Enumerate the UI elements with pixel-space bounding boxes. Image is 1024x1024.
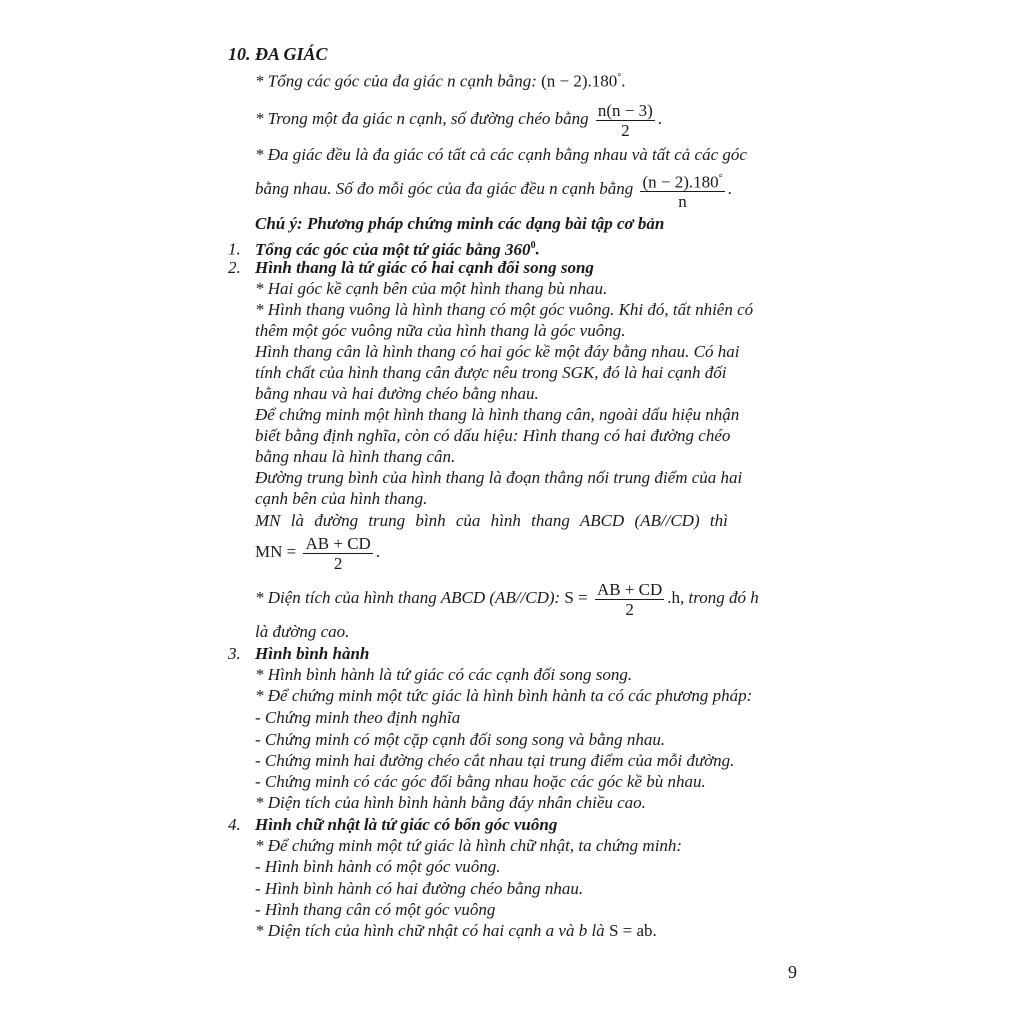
trapezoid-area-line2: là đường cao. [255,622,350,641]
polygon-diagonal-text: * Trong một đa giác n cạnh, số đường chéo bằng [255,109,589,128]
parallelogram-line: - Chứng minh có các góc đối bằng nhau hoặc các góc kề bù nhau. [255,772,706,791]
note-heading: Chú ý: Phương pháp chứng minh các dạng bài tập cơ bản [255,214,665,233]
trapezoid-line: tính chất của hình thang cân được nêu trong SGK, đó là hai cạnh đối [255,363,727,382]
fraction-denominator: n [678,192,687,212]
item-heading-end: . [535,239,540,259]
rectangle-area-formula: S = ab [608,921,653,940]
polygon-diagonal-line [255,97,662,141]
rectangle-line: - Hình thang cân có một góc vuông [255,900,496,919]
area-fraction [595,580,664,619]
regular-polygon-line2 [255,167,732,211]
polygon-sum-formula: (n − 2).180 [541,71,618,91]
trapezoid-area-line [255,576,759,620]
rectangle-line: - Hình bình hành có một góc vuông. [255,857,501,876]
parallelogram-line: - Chứng minh hai đường chéo cắt nhau tại trung điểm của mỗi đường. [255,751,735,770]
fraction-denominator: 2 [625,599,634,619]
regular-angle-fraction [640,169,724,212]
midline-formula [255,530,380,574]
item-number: 3. [228,644,241,663]
polygon-sum-end: . [621,71,626,91]
rectangle-area-end: . [652,921,657,940]
item-2 [228,258,594,278]
fraction-numerator: AB + CD [596,579,663,599]
trapezoid-line: cạnh bên của hình thang. [255,489,428,508]
midline-end: . [375,542,381,561]
area-lhs: S = [564,588,588,607]
numerator-text: (n − 2).180 [642,172,719,192]
area-text: * Diện tích của hình thang ABCD (AB//CD): [255,588,561,607]
rectangle-area-line [255,921,657,941]
parallelogram-line: * Hình bình hành là tứ giác có các cạnh đối song song. [255,665,633,684]
item-number: 1. [228,239,241,259]
item-heading: Tổng các góc của một tứ giác bằng 360 [255,239,531,259]
parallelogram-line: * Diện tích của hình bình hành bằng đáy nhân chiều cao. [255,793,646,812]
trapezoid-line: Đường trung bình của hình thang là đoạn thẳng nối trung điểm của hai [255,468,743,487]
parallelogram-line: - Chứng minh có một cặp cạnh đối song song và bằng nhau. [255,730,666,749]
page-number: 9 [788,962,797,982]
midline-lhs: MN = [255,542,297,561]
trapezoid-line: bằng nhau là hình thang cân. [255,447,456,466]
trapezoid-line: MN là đường trung bình của hình thang ABCD (AB//CD) thì [255,511,728,530]
parallelogram-line: * Để chứng minh một tức giác là hình bình hành ta có các phương pháp: [255,686,753,705]
parallelogram-line: - Chứng minh theo định nghĩa [255,708,461,727]
diagonal-end: . [657,109,663,128]
trapezoid-line: biết bằng định nghĩa, còn có dấu hiệu: Hình thang có hai đường chéo [255,426,731,445]
polygon-sum-text: * Tổng các góc của đa giác n cạnh bằng: [255,71,537,91]
trapezoid-line: Hình thang cân là hình thang có hai góc kề một đáy bằng nhau. Có hai [255,342,740,361]
degree-sign: ° [718,172,723,184]
area-h: .h [667,588,681,607]
item-number: 2. [228,258,241,277]
fraction-numerator: n(n − 3) [597,100,653,120]
trapezoid-line: Để chứng minh một hình thang là hình thang cân, ngoài dấu hiệu nhận [255,405,740,424]
area-tail: , trong đó h [680,588,759,607]
degree-superscript: 0 [530,240,536,251]
trapezoid-line: thêm một góc vuông nữa của hình thang là góc vuông. [255,321,626,340]
fraction-numerator [640,169,724,193]
regular-polygon-text: bằng nhau. Số đo mỗi góc của đa giác đều n cạnh bằng [255,179,634,198]
fraction-denominator: 2 [621,120,630,140]
regular-polygon-line1: * Đa giác đều là đa giác có tất cả các cạnh bằng nhau và tất cả các góc [255,145,747,164]
item-3 [228,644,369,664]
item-heading: Hình bình hành [255,644,370,663]
regular-end: . [727,179,732,198]
rectangle-line: - Hình bình hành có hai đường chéo bằng nhau. [255,879,584,898]
item-4 [228,815,557,835]
item-number: 4. [228,815,241,834]
midline-fraction [303,534,372,573]
section-title: 10. ĐA GIÁC [228,44,328,64]
item-1 [228,236,540,260]
item-heading: Hình chữ nhật là tứ giác có bốn góc vuông [255,815,558,834]
degree-sign: ° [617,72,622,83]
diagonal-fraction [596,101,655,140]
fraction-numerator: AB + CD [305,533,371,553]
fraction-denominator: 2 [333,553,343,573]
trapezoid-line: * Hai góc kề cạnh bên của một hình thang bù nhau. [255,279,608,298]
trapezoid-line: bằng nhau và hai đường chéo bằng nhau. [255,384,539,403]
rectangle-line: * Để chứng minh một tứ giác là hình chữ nhật, ta chứng minh: [255,836,683,855]
item-heading: Hình thang là tứ giác có hai cạnh đối song song [255,258,594,277]
rectangle-area-text: * Diện tích của hình chữ nhật có hai cạnh a và b là [255,921,605,940]
trapezoid-line: * Hình thang vuông là hình thang có một góc vuông. Khi đó, tất nhiên có [255,300,754,319]
polygon-sum-line [255,68,626,92]
